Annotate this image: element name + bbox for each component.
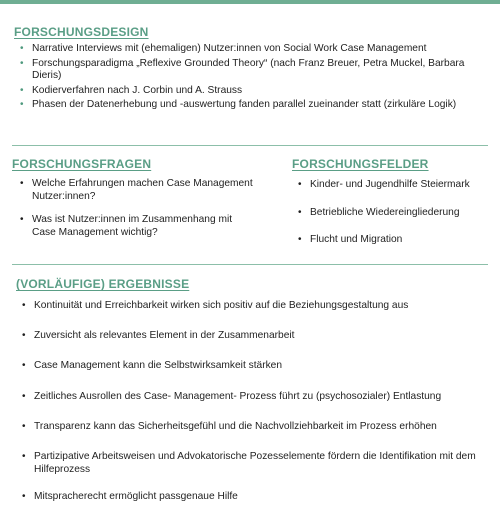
list-item: • Kinder- und Jugendhilfe Steiermark <box>298 179 470 190</box>
top-accent-bar <box>0 0 500 4</box>
list-item: • Kontinuität und Erreichbarkeit wirken sich positiv auf die Beziehungsgestaltung aus <box>22 300 409 311</box>
section-divider <box>12 145 488 146</box>
forschungsdesign-title: FORSCHUNGSDESIGN <box>14 25 149 39</box>
list-item: • Phasen der Datenerhebung und -auswertung fanden parallel zueinander statt (zirkuläre Logik) <box>20 99 457 111</box>
list-item: • Welche Erfahrungen machen Case Management Nutzer:innen? <box>20 178 253 202</box>
list-item: • Mitspracherecht ermöglicht passgenaue Hilfe <box>22 491 238 503</box>
forschungsdesign-list <box>16 43 478 114</box>
bullet-icon: • <box>22 360 26 372</box>
ergebnisse-title: (VORLÄUFIGE) ERGEBNISSE <box>16 277 190 291</box>
bullet-icon: • <box>298 234 302 246</box>
section-divider <box>12 264 488 265</box>
bullet-icon: • <box>298 206 302 218</box>
bullet-icon: • <box>22 450 26 462</box>
list-item: • Kodierverfahren nach J. Corbin und A. Strauss <box>20 84 243 96</box>
forschungsfelder-list <box>294 179 494 262</box>
bullet-icon: • <box>20 57 24 69</box>
bullet-icon: • <box>20 43 24 54</box>
bullet-icon: • <box>298 179 302 190</box>
list-item: • Forschungsparadigma „Reflexive Grounded Theory“ (nach Franz Breuer, Petra Muckel, Barbara Dieris) <box>20 57 465 82</box>
list-item: • Flucht und Migration <box>298 234 403 246</box>
list-item: • Transparenz kann das Sicherheitsgefühl und die Nachvollziehbarkeit im Prozess erhöhen <box>22 420 437 432</box>
bullet-icon: • <box>22 491 26 503</box>
list-item: • Case Management kann die Selbstwirksamkeit stärken <box>22 360 283 372</box>
list-item: • Zeitliches Ausrollen des Case- Management- Prozess führt zu (psychosozialer) Entlastung <box>22 390 442 402</box>
list-item: • Betriebliche Wiedereingliederung <box>298 206 460 218</box>
bullet-icon: • <box>22 390 26 402</box>
bullet-icon: • <box>22 330 26 342</box>
list-item: • Zuversicht als relevantes Element in der Zusammenarbeit <box>22 330 295 342</box>
list-item: • Narrative Interviews mit (ehemaligen) Nutzer:innen von Social Work Case Management <box>20 43 427 54</box>
list-item: • Was ist Nutzer:innen im Zusammenhang mit Case Management wichtig? <box>20 214 233 238</box>
bullet-icon: • <box>20 99 24 111</box>
bullet-icon: • <box>20 84 24 96</box>
forschungsfragen-title: FORSCHUNGSFRAGEN <box>12 157 152 171</box>
list-item: • Partizipative Arbeitsweisen und Advokatorische Pozesselemente fördern die Identifikation mit dem Hilfeprozess <box>22 450 476 475</box>
bullet-icon: • <box>20 178 24 189</box>
bullet-icon: • <box>22 300 26 311</box>
forschungsfragen-list <box>16 178 256 250</box>
bullet-icon: • <box>20 214 24 226</box>
ergebnisse-list <box>18 300 488 521</box>
forschungsfelder-title: FORSCHUNGSFELDER <box>292 157 429 171</box>
bullet-icon: • <box>22 420 26 432</box>
